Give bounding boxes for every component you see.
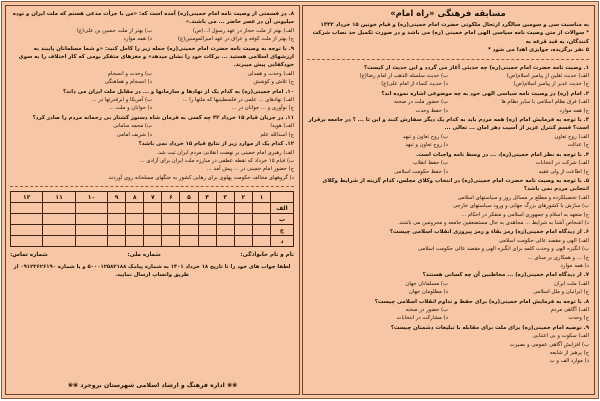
answer-cell[interactable] — [198, 225, 216, 236]
answer-option[interactable]: ج) اطاعت از ولی فقیه — [538, 168, 589, 175]
answer-option[interactable]: الف) هویدا — [270, 123, 294, 130]
answer-option[interactable]: الف) الهی و مقصد عالی حکومت اسلامی — [498, 237, 589, 244]
question-item — [10, 140, 294, 182]
answer-cell[interactable] — [252, 203, 270, 214]
grid-row — [11, 236, 294, 247]
answer-grid — [10, 191, 294, 247]
answer-option[interactable]: الف) وحدت و همدلی — [247, 70, 294, 77]
answer-option[interactable]: ب) حضور ملت در صحنه — [393, 99, 448, 106]
answer-cell[interactable] — [43, 225, 75, 236]
answer-option[interactable]: الف) ملت ایران — [553, 280, 589, 287]
answer-option[interactable]: الف) تحصیلکرده و مطلع بر مسائل روز و سیاستهای اسلامی — [457, 194, 589, 201]
answer-option[interactable]: ب) وحدت و انسجام — [107, 70, 152, 77]
answer-options — [10, 70, 294, 87]
answer-option[interactable]: ب) حفظ انقلاب — [412, 160, 448, 167]
grid-row — [11, 225, 294, 236]
answer-cell[interactable] — [126, 236, 144, 247]
grid-header-row — [11, 192, 294, 203]
answer-option[interactable]: د) حدیث کساء از امام علی(ع) — [381, 81, 448, 88]
answer-cell[interactable] — [108, 214, 126, 225]
answer-option[interactable]: ج) پرهیز از شایعه — [549, 350, 589, 357]
intro-line: ۵ نفر برگزیده، جوایزی اهدا می شود * — [488, 47, 589, 54]
answer-cell[interactable] — [144, 236, 162, 247]
answer-option[interactable]: ج) بهتر از ملت کوفه و عراق در عهد امیرالمومنین(ع) — [177, 36, 294, 43]
answer-cell[interactable] — [198, 203, 216, 214]
answer-option[interactable]: ج) حدیث غدیر از پیامبر اسلام(ص) — [513, 81, 589, 88]
phone-field[interactable]: شماره تماس: — [10, 252, 48, 259]
question-text: ۲. امام (ره) در وصیت نامه سیاسی الهی خود به چه موضوعی اشاره نموده اند؟ — [381, 90, 589, 97]
answer-option[interactable]: ج) حضور امام خمینی در ... پیش آمد ... — [206, 166, 294, 173]
question-text: ۵. با توجه به وصیت نامه حضرت امام خمینی(ره) در انتخاب وکلای مجلس، کدام گزینه از شرایط وکلای انتخابی مردم نمی باشد؟ — [322, 177, 589, 193]
answer-options — [307, 280, 589, 297]
question-item — [307, 90, 589, 115]
answer-cell[interactable] — [144, 203, 162, 214]
answer-option[interactable]: الف) آگاهی مردم — [550, 307, 589, 313]
answer-option[interactable]: د) همه موارد — [123, 36, 152, 43]
answer-option[interactable]: الف) بهتر از ملت حجاز در عهد رسول ا...(ص) — [192, 27, 294, 34]
question-text: ۹. توصیه امام خمینی(ره) برای ملت برای مقابله با تبلیغات دشمنان چیست؟ — [390, 324, 589, 331]
answer-option[interactable]: د) روح تعاون و تبهد — [405, 142, 448, 149]
answer-options — [307, 72, 589, 89]
grid-column-number: ۱۲ — [11, 192, 43, 203]
grid-column-number: ۱۱ — [43, 192, 75, 203]
organization-footer: ❀❀ اداره فرهنگ و ارشاد اسلامی شهرستان بروجرد ❀❀ — [67, 382, 238, 389]
answer-cell[interactable] — [252, 225, 270, 236]
intro-line: * سوالات از متن وصیت نامه سیاسی الهی امام خمینی (ره) می باشد و در صورت تکمیل حد نصاب شرکت کنندگان، به قید قرعه به — [312, 30, 589, 45]
question-item — [307, 271, 589, 296]
answer-options — [307, 98, 589, 115]
answer-options — [307, 237, 589, 271]
answer-cell[interactable] — [126, 214, 144, 225]
question-item — [307, 116, 589, 150]
grid-column-number: ۲ — [234, 192, 252, 203]
answer-option[interactable]: ج) وحدت — [568, 315, 589, 322]
answer-option[interactable]: ج) ایرانیان و ملل اسلامی — [533, 289, 589, 296]
answer-option[interactable]: ب) مسلمانان جهان — [405, 280, 448, 287]
divider — [10, 186, 294, 187]
participant-fields — [10, 251, 294, 260]
answer-cell[interactable] — [234, 236, 252, 247]
answer-option[interactable]: د) گروههای مخالف حکومت پهلوی برای رهایی کشور به جنگهای مسلحانه روی آوردند. — [107, 174, 294, 181]
answer-options — [307, 133, 589, 150]
answer-option[interactable]: الف) فرق نظام اسلامی با سایر نظام ها — [501, 99, 589, 106]
answer-option[interactable]: ب) افزایش آگاهی عمومی و بصیرت — [509, 341, 589, 348]
answer-cell[interactable] — [198, 214, 216, 225]
answer-option[interactable]: ج) تلاش و کوشش — [253, 79, 294, 86]
intro-line: به مناسبت سی و سومین سالگرد ارتحال ملکوتی حضرت امام خمینی(ره) و قیام خونین ۱۵ خرداد ۱۳۴۲ — [320, 22, 589, 28]
answer-cell[interactable] — [180, 214, 198, 225]
grid-row — [11, 214, 294, 225]
answer-cell[interactable] — [180, 225, 198, 236]
answer-cell[interactable] — [75, 225, 107, 236]
answer-option[interactable]: د) حفظ حکومت اسلامی — [394, 168, 448, 175]
answer-option[interactable]: ب) بهتر از ملت حسین بن علی(ع) — [76, 27, 152, 34]
question-list-right — [307, 64, 589, 366]
question-item — [307, 64, 589, 89]
answer-option[interactable]: د) شریف امامی — [116, 131, 152, 138]
answer-cell[interactable] — [162, 203, 180, 214]
answer-option[interactable]: ج) اسدالله علم — [260, 131, 294, 138]
grid-column-number: ۹ — [108, 192, 126, 203]
divider — [307, 59, 589, 60]
answer-cell[interactable] — [43, 236, 75, 247]
answer-cell[interactable] — [126, 225, 144, 236]
question-text: ۱. وصیت نامه حضرت امام خمینی(ره) چه حدیثی آغاز می گردد و این حدیث از کیست؟ — [363, 64, 589, 71]
answer-option[interactable]: الف) رهبری امام خمینی بر نهضت انقلابی مردم ایران ثبت شد. — [156, 149, 294, 156]
answer-cell[interactable] — [108, 236, 126, 247]
answer-option[interactable]: ب) سازش با کشورهای بزرگ جهانی و ورود سیاستهای خارجی — [453, 203, 589, 210]
question-item — [307, 228, 589, 270]
organization-name: اداره فرهنگ و ارشاد اسلامی شهرستان بروجرد — [80, 382, 225, 389]
answer-option[interactable]: د) مشارکت در انتخابات — [396, 315, 448, 322]
answer-cell[interactable] — [198, 236, 216, 247]
answer-cell[interactable] — [11, 214, 43, 225]
answer-option[interactable]: الف) شرکت در انتخابات — [535, 160, 589, 167]
answer-cell[interactable] — [126, 203, 144, 214]
answer-cell[interactable] — [75, 214, 107, 225]
answer-cell[interactable] — [43, 214, 75, 225]
answer-cell[interactable] — [234, 214, 252, 225]
question-item — [307, 151, 589, 176]
grid-column-number: ۶ — [162, 192, 180, 203]
left-column — [5, 5, 300, 395]
answer-option[interactable]: الف) حدیث ثقلین از پیامبر اسلام(ص) — [506, 73, 589, 80]
answer-options — [10, 27, 294, 44]
answer-option[interactable]: ب) محمد سامانی — [113, 123, 152, 130]
question-item — [10, 88, 294, 113]
grid-column-number: ۴ — [198, 192, 216, 203]
answer-options — [307, 159, 589, 176]
answer-option[interactable]: ج) متعهد به اسلام و جمهوری اسلامی و متفکر در احکام ... — [460, 211, 589, 218]
answer-option[interactable]: ب) روح تعاون و تبهد — [402, 133, 448, 140]
answer-cell[interactable] — [216, 225, 234, 236]
question-text: ۴. با توجه به نظر امام خمینی(ره)، ... در وسط نامه واجبات است. — [416, 151, 589, 158]
name-field[interactable]: نام و نام خانوادگی: — [240, 252, 294, 259]
grid-column-number: ۱۰ — [75, 192, 107, 203]
answer-cell[interactable] — [252, 236, 270, 247]
answer-cell[interactable] — [180, 203, 198, 214]
answer-option[interactable]: د) مظلومان جهان — [408, 289, 448, 296]
grid-column-number: ۳ — [216, 192, 234, 203]
answer-cell[interactable] — [75, 236, 107, 247]
question-text: ۱۰. امام خمینی(ره) به کدام یک از نهادها و سازمانها و ... در مقابل ملت ایران می داند؟ — [62, 88, 294, 95]
answer-cell[interactable] — [162, 214, 180, 225]
answer-options — [10, 96, 294, 113]
grid-column-number: ۸ — [126, 192, 144, 203]
answer-cell[interactable] — [144, 225, 162, 236]
answer-option[interactable]: د) حفظ وحدت — [415, 107, 448, 114]
question-item — [307, 324, 589, 366]
answer-cell[interactable] — [11, 203, 43, 214]
answer-cell[interactable] — [108, 203, 126, 214]
answer-options — [10, 149, 294, 183]
question-text: ۸. با توجه به فرمایش امام خمینی(ره) برای حفظ و تداوم انقلاب اسلامی چیست؟ — [374, 298, 589, 305]
answer-cell[interactable] — [162, 236, 180, 247]
question-text: ۹. با توجه به وصیت نامه حضرت امام خمینی(ره) جمله زیر را کامل کنید: «و شما مسلمانان پایبند به ارزشهای اسلامی هستید ... برکات خود را نشان میدهد» و مغزهای متفکر بومی که کار اختلاف را به سوی خودکفایی پیش میبرند. — [18, 45, 294, 69]
answer-option[interactable]: ب) حدیث سلسله الذهب از امام رضا(ع) — [359, 73, 448, 80]
answer-option[interactable]: الف) سکوت و بی اعتنایی — [532, 333, 589, 340]
question-list-left — [10, 10, 294, 182]
answer-option[interactable]: ج) همه موارد — [559, 107, 589, 114]
grid-row-label: ب — [271, 214, 294, 225]
answer-option[interactable]: د) جوانان و ملت ... — [108, 105, 152, 112]
answer-cell[interactable] — [216, 214, 234, 225]
right-column — [302, 5, 595, 395]
answer-option[interactable]: الف) نهادهای ... علمی در فلسطینیها که ملتها را ... — [182, 97, 294, 104]
question-text: ۱۱. در جریان قیام ۱۵ خرداد ۴۲ چه کسی به فرمان شاه دستور کشتار بی رحمانه مردم را صادر کرد؟ — [32, 114, 294, 121]
question-item — [307, 177, 589, 227]
answer-cell[interactable] — [11, 225, 43, 236]
grid-row-label: د — [271, 236, 294, 247]
answer-option[interactable]: ج) نوآوری و ... جوانان در ... — [231, 105, 294, 112]
answer-option[interactable]: ب) آمریکا و ابرقدرتها در ... — [91, 97, 152, 104]
submission-note: لطفا جواب های خود را تا تاریخ ۱۸ خرداد ۱۴۰۱ به شماره پیامک ۵۰۰۰۱۲۵۸۲۱۸۸ و یا شماره ۰۹۱۲۳۶۲۶۱۹۰ از طریق واتساپ ارسال نمایید. — [13, 264, 291, 279]
contest-intro — [307, 21, 589, 55]
answer-cell[interactable] — [216, 236, 234, 247]
grid-column-number: ۱ — [252, 192, 270, 203]
answer-option[interactable]: ب) قیام ۱۵ خرداد که نقطه عطفی در مبارزه ملت ایران برای آزادی ... — [139, 157, 294, 164]
grid-column-number: ۷ — [144, 192, 162, 203]
question-text: ۱۲. کدام یک از موارد زیر از نتایج قیام ۱۵ خرداد نمی باشد؟ — [138, 141, 294, 148]
grid-column-number: ۵ — [180, 192, 198, 203]
answer-option[interactable]: ب) حضور در صحنه — [405, 307, 448, 313]
grid-corner-cell — [271, 192, 294, 203]
answer-options — [10, 122, 294, 139]
answer-option[interactable]: د) انسجام و هماهنگی — [104, 79, 152, 86]
answer-cell[interactable] — [234, 225, 252, 236]
question-text: ۳. با توجه به فرمایش امام (ره) همه مردم باید به کدام یک دیگر سفارش کنند و این تا ... ؟ در جامعه برقرار است؟ قسم کنترل عزیز از آسیب دهر امان ... تعالی ... — [308, 117, 589, 132]
national-id-field[interactable]: شماره ملی: — [127, 252, 161, 259]
answer-options — [307, 194, 589, 228]
answer-cell[interactable] — [216, 203, 234, 214]
answer-option[interactable]: ب) انگیزه الهی و وحدت کلمه برای انگیزه الهی و مقصد عالی حکومت اسلامی — [417, 246, 589, 253]
answer-option[interactable]: ج) ... و همکاری بر مبنای ... — [527, 254, 589, 261]
answer-cell[interactable] — [252, 214, 270, 225]
grid-row-label: ج — [271, 225, 294, 236]
grid-row — [11, 203, 294, 214]
question-item — [10, 45, 294, 87]
contest-title: مسابقه فرهنگی «راه امام» — [390, 9, 506, 19]
question-item — [307, 298, 589, 323]
question-item — [10, 10, 294, 44]
answer-cell[interactable] — [234, 203, 252, 214]
answer-cell[interactable] — [43, 203, 75, 214]
answer-cell[interactable] — [11, 236, 43, 247]
question-text: ۷. از دیدگاه امام خمینی(ره) ... مخاطبین آن چه کسانی هستند؟ — [422, 272, 589, 279]
contest-sheet — [1, 1, 599, 399]
answer-option[interactable]: الف) روح تعاون — [554, 133, 589, 140]
question-item — [10, 114, 294, 139]
answer-option[interactable]: د) همه موارد — [560, 262, 589, 269]
answer-cell[interactable] — [144, 214, 162, 225]
grid-row-label: الف — [271, 203, 294, 214]
answer-options — [307, 306, 589, 323]
answer-options — [307, 332, 589, 366]
answer-option[interactable]: د) موارد الف و ب — [549, 358, 589, 365]
answer-cell[interactable] — [108, 225, 126, 236]
answer-option[interactable]: ج) عدالت — [567, 142, 589, 149]
answer-cell[interactable] — [75, 203, 107, 214]
answer-cell[interactable] — [180, 236, 198, 247]
question-text: ۸. در قسمتی از وصیت نامه امام خمینی(ره) آمده است که: «من با جرأت مدعی هستم که ملت ایران و توده میلیونی آن در عصر حاضر ... می باشند.» — [12, 11, 294, 26]
question-text: ۶. از دیدگاه امام خمینی(ره) رمز بقاء و رمز پیروزی انقلاب اسلامی چیست؟ — [389, 229, 589, 236]
answer-cell[interactable] — [162, 225, 180, 236]
answer-option[interactable]: د) اشخاص آشنا به شرایط ... مجاهدی به حال مستضعفین جامعه و محرومین می باشند. — [397, 219, 589, 226]
